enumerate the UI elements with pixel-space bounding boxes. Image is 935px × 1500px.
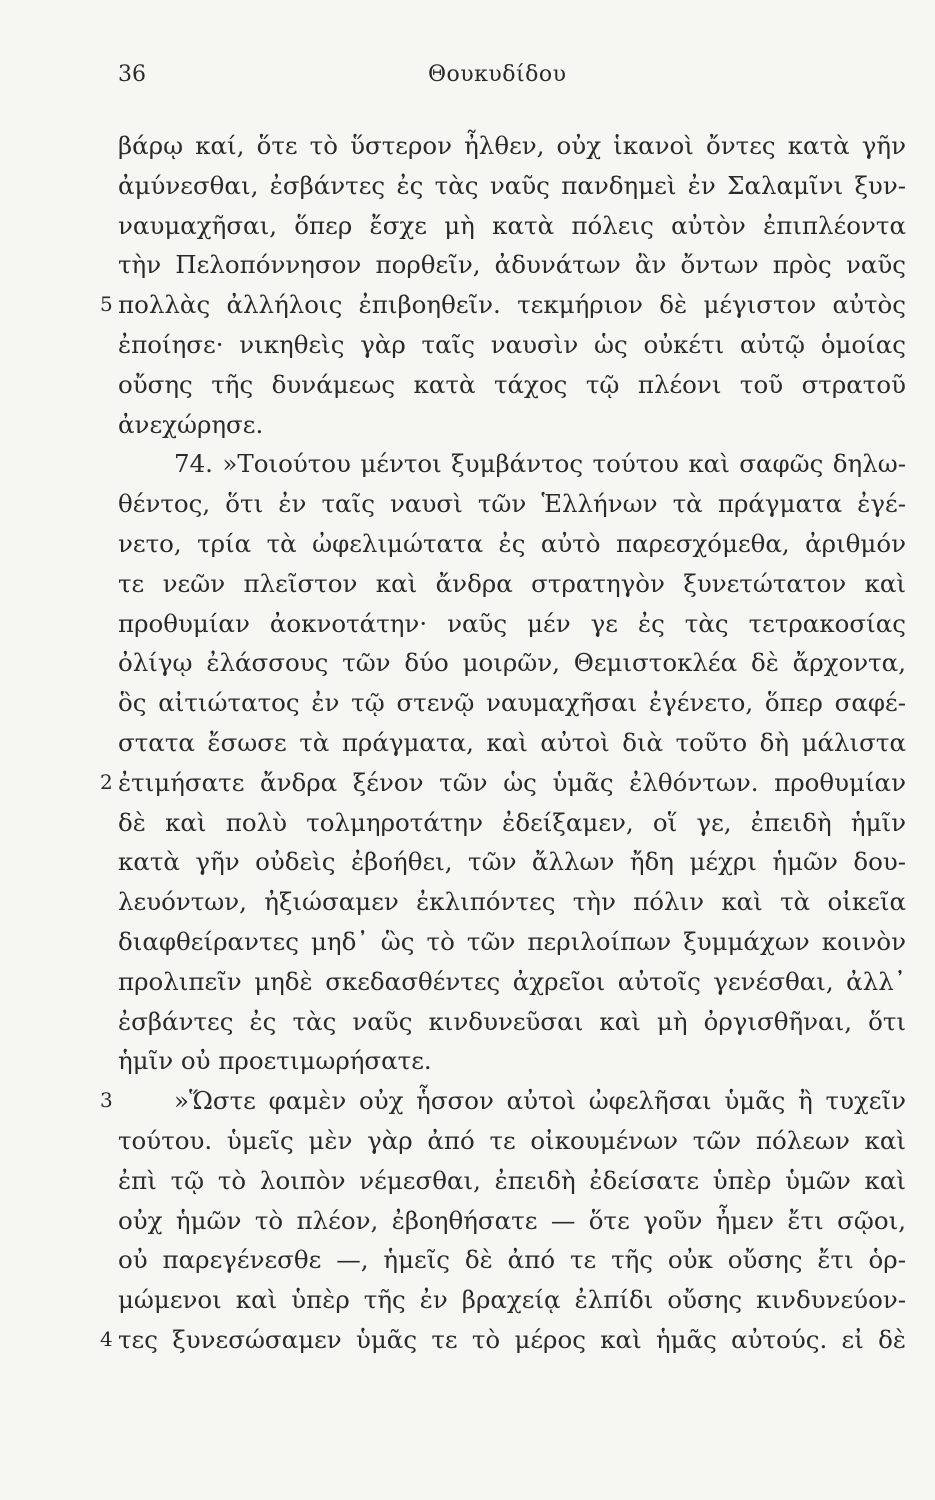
line-text: λευόντων, ἠξιώσαμεν ἐκλιπόντες τὴν πόλιν καὶ τὰ οἰκεῖα [118,887,906,917]
text-line [118,1280,906,1320]
text-line [118,365,906,405]
line-text: δὲ καὶ πολὺ τολμηροτάτην ἐδείξαμεν, οἵ γε, ἐπειδὴ ἡμῖν [118,807,906,837]
text-line [118,1240,906,1280]
line-text: οὐ παρεγένεσθε —, ἡμεῖς δὲ ἀπό τε τῆς οὐκ οὔσης ἔτι ὁρ- [118,1245,906,1275]
line-text: οὐχ ἡμῶν τὸ πλέον, ἐβοηθήσατε — ὅτε γοῦν ἦμεν ἔτι σῷοι, [118,1205,906,1235]
line-margin-number: 3 [100,1088,113,1113]
body-text [100,126,906,1360]
text-line [118,1041,906,1081]
text-line [118,126,906,166]
line-text: τε νεῶν πλεῖστον καὶ ἄνδρα στρατηγὸν ξυνετώτατον καὶ [118,568,906,598]
line-text: ἐτιμήσατε ἄνδρα ξένον τῶν ὡς ὑμᾶς ἐλθόντων. προθυμίαν [118,767,906,797]
text-line [118,842,906,882]
line-text: »Ὥστε φαμὲν οὐχ ἧσσον αὐτοὶ ὠφελῆσαι ὑμᾶς ἢ τυχεῖν [174,1086,906,1116]
text-line [118,405,906,445]
text-line [100,763,906,803]
text-line [118,444,906,484]
line-text: προλιπεῖν μηδὲ σκεδασθέντες ἀχρεῖοι αὐτοῖς γενέσθαι, ἀλλ᾽ [118,966,906,996]
line-text: προθυμίαν ἀοκνοτάτην· ναῦς μέν γε ἐς τὰς τετρακοσίας [118,608,906,638]
text-line [118,803,906,843]
line-text: διαφθείραντες μηδ᾽ ὣς τὸ τῶν περιλοίπων ξυμμάχων κοινὸν [118,926,906,956]
page-header [118,62,818,102]
line-text: ναυμαχῆσαι, ὅπερ ἔσχε μὴ κατὰ πόλεις αὐτὸν ἐπιπλέοντα [118,210,906,240]
line-text: ἐποίησε· νικηθεὶς γὰρ ταῖς ναυσὶν ὡς οὐκέτι αὐτῷ ὁμοίας [118,329,906,359]
line-margin-number: 5 [100,292,113,317]
text-line [118,683,906,723]
line-text: ἀμύνεσθαι, ἐσβάντες ἐς τὰς ναῦς πανδημεὶ ἐν Σαλαμῖνι ξυν- [118,170,906,200]
line-text: στατα ἔσωσε τὰ πράγματα, καὶ αὐτοὶ διὰ τοῦτο δὴ μάλιστα [118,727,906,757]
line-text: ἐπὶ τῷ τὸ λοιπὸν νέμεσθαι, ἐπειδὴ ἐδείσατε ὑπὲρ ὑμῶν καὶ [118,1165,906,1195]
line-text: βάρῳ καί, ὅτε τὸ ὕστερον ἦλθεν, οὐχ ἱκανοὶ ὄντες κατὰ γῆν [118,131,906,160]
line-text: τὴν Πελοπόννησον πορθεῖν, ἀδυνάτων ἂν ὄντων πρὸς ναῦς [118,250,906,280]
text-line [118,1161,906,1201]
line-text: τούτου. ὑμεῖς μὲν γὰρ ἀπό τε οἰκουμένων τῶν πόλεων καὶ [118,1125,906,1155]
line-text: ὃς αἰτιώτατος ἐν τῷ στενῷ ναυμαχῆσαι ἐγένετο, ὅπερ σαφέ- [118,688,906,718]
line-text: πολλὰς ἀλλήλοις ἐπιβοηθεῖν. τεκμήριον δὲ μέγιστον αὐτὸς [118,290,906,320]
text-line [118,1201,906,1241]
line-text: μώμενοι καὶ ὑπὲρ τῆς ἐν βραχείᾳ ἐλπίδι οὔσης κινδυνεύον- [118,1285,906,1315]
page-number: 36 [118,62,146,87]
line-text: ἡμῖν οὐ προετιμωρήσατε. [118,1046,432,1076]
line-text: θέντος, ὅτι ἐν ταῖς ναυσὶ τῶν Ἑλλήνων τὰ πράγματα ἐγέ- [118,489,906,519]
text-line [118,922,906,962]
text-line [118,564,906,604]
text-line [118,962,906,1002]
text-line [118,643,906,683]
text-line [118,484,906,524]
text-line [118,604,906,644]
line-text: ἐσβάντες ἐς τὰς ναῦς κινδυνεῦσαι καὶ μὴ ὀργισθῆναι, ὅτι [118,1006,906,1036]
text-line [118,882,906,922]
text-line [100,285,906,325]
line-margin-number: 2 [100,769,113,794]
line-text: ὀλίγῳ ἐλάσσους τῶν δύο μοιρῶν, Θεμιστοκλέα δὲ ἄρχοντα, [118,648,906,678]
line-text: ἀνεχώρησε. [118,409,264,439]
line-text: οὔσης τῆς δυνάμεως κατὰ τάχος τῷ πλέονι τοῦ στρατοῦ [118,369,906,399]
line-text: κατὰ γῆν οὐδεὶς ἐβοήθει, τῶν ἄλλων ἤδη μέχρι ἡμῶν δου- [118,847,906,877]
text-line [118,206,906,246]
line-text: 74. »Τοιούτου μέντοι ξυμβάντος τούτου καὶ σαφῶς δηλω- [174,449,906,479]
text-line [118,1121,906,1161]
line-text: τες ξυνεσώσαμεν ὑμᾶς τε τὸ μέρος καὶ ἡμᾶς αὐτούς. εἰ δὲ [118,1324,906,1354]
text-line [118,325,906,365]
text-line [118,524,906,564]
running-title: Θουκυδίδου [428,62,567,87]
text-line [100,1320,906,1360]
text-line [118,723,906,763]
text-line [118,245,906,285]
text-line [118,166,906,206]
text-line [100,1081,906,1121]
line-margin-number: 4 [100,1326,113,1351]
text-line [118,1002,906,1042]
line-text: νετο, τρία τὰ ὠφελιμώτατα ἐς αὐτὸ παρεσχόμεθα, ἀριθμόν [118,528,906,558]
